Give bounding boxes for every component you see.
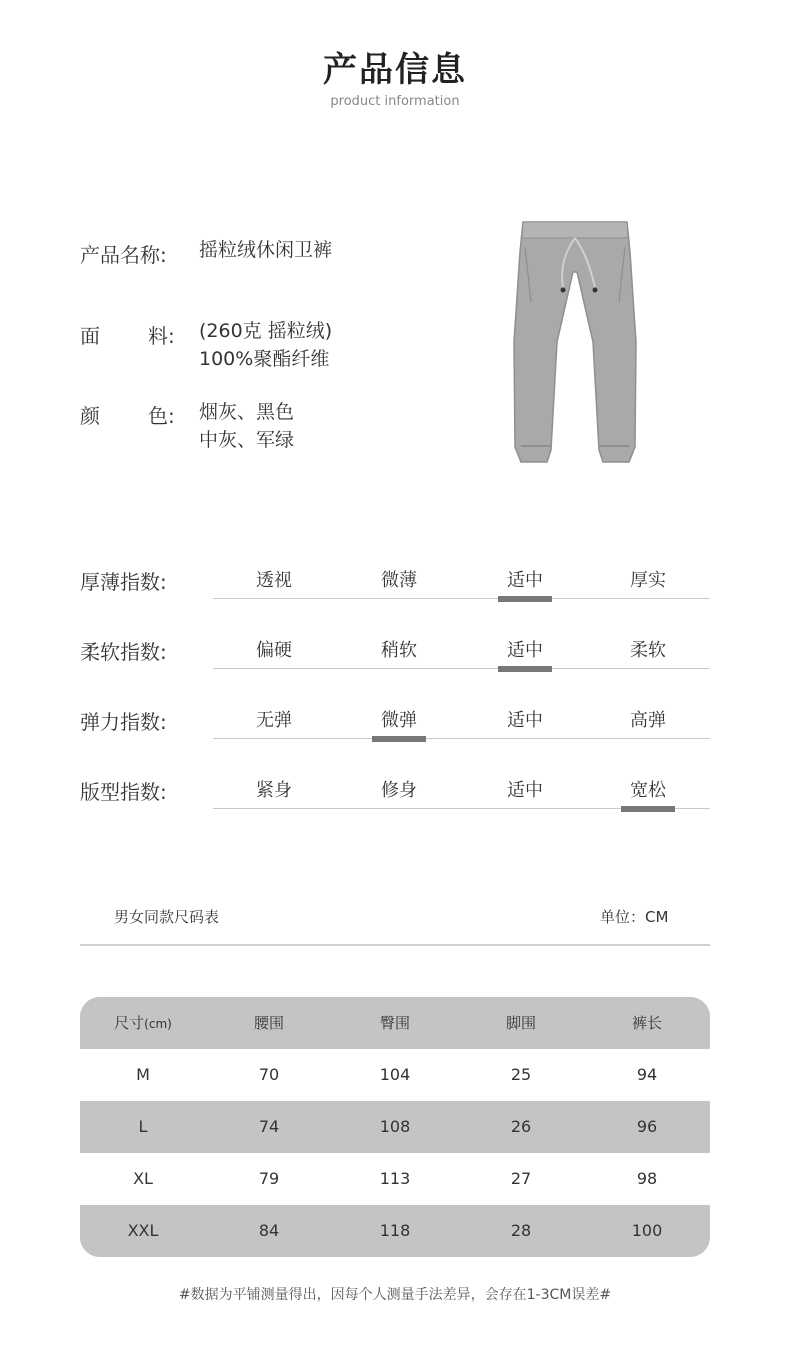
header-length: 裤长 [631,1014,662,1032]
fabric-label-2: 料: [148,324,175,348]
scale-line [213,668,710,669]
fabric-value-1: (260克 摇粒绒) [199,320,333,342]
table-cell: 104 [379,1065,411,1084]
size-table [80,997,710,1257]
color-label-2: 色: [148,404,175,428]
table-cell: 26 [510,1117,532,1136]
table-cell: 70 [258,1065,280,1084]
scale-row [80,776,710,826]
scale-option: 适中 [507,570,543,591]
table-row [80,1049,710,1101]
table-cell: 27 [510,1169,532,1188]
table-cell: 118 [379,1221,411,1240]
fabric-label-1: 面 [80,324,100,348]
scale-option: 厚实 [630,570,666,591]
scale-option: 稍软 [381,640,417,661]
table-cell: 79 [258,1169,280,1188]
table-cell: 84 [258,1221,280,1240]
scale-row [80,636,710,686]
table-row [80,1205,710,1257]
table-cell: M [136,1065,150,1084]
table-cell: 28 [510,1221,532,1240]
header-waist: 腰围 [253,1014,284,1032]
product-name-value: 摇粒绒休闲卫裤 [199,239,333,261]
scale-label: 厚薄指数: [80,570,167,594]
table-row [80,1153,710,1205]
scale-option: 宽松 [630,780,666,801]
table-cell: 94 [636,1065,658,1084]
table-cell: 96 [636,1117,658,1136]
size-chart-title: 男女同款尺码表 [114,908,220,926]
page-title: 产品信息 [323,50,467,90]
size-chart-divider [80,944,710,946]
table-header-row [80,997,710,1049]
scale-option: 透视 [256,570,292,591]
color-label-1: 颜 [80,404,100,428]
color-value-2: 中灰、军绿 [199,429,295,451]
scale-selected-marker [498,666,552,672]
table-cell: XL [133,1169,153,1188]
scale-row [80,706,710,756]
table-cell: 113 [379,1169,411,1188]
table-cell: 98 [636,1169,658,1188]
scale-selected-marker [621,806,675,812]
scale-option: 紧身 [256,780,292,801]
scale-label: 柔软指数: [80,640,167,664]
header-size: 尺寸(cm) [114,1014,172,1032]
header-hip: 臀围 [379,1014,410,1032]
scale-label: 版型指数: [80,780,167,804]
scale-row [80,566,710,616]
table-cell: L [138,1117,148,1136]
table-cell: 100 [631,1221,663,1240]
page-subtitle: product information [330,94,460,109]
color-value-1: 烟灰、黑色 [199,401,295,423]
scale-selected-marker [372,736,426,742]
scale-selected-marker [498,596,552,602]
size-chart-unit: 单位：CM [600,908,669,926]
scale-option: 微弹 [381,710,417,731]
scale-option: 适中 [507,780,543,801]
scale-option: 修身 [381,780,417,801]
scale-option: 偏硬 [256,640,292,661]
scale-option: 微薄 [381,570,417,591]
table-cell: 108 [379,1117,411,1136]
measurement-note: #数据为平铺测量得出，因每个人测量手法差异，会存在1-3CM误差# [178,1287,612,1303]
product-name-label: 产品名称: [80,243,167,267]
scale-option: 高弹 [630,710,666,731]
pants-image [505,212,645,474]
scale-line [213,738,710,739]
scale-option: 柔软 [630,640,666,661]
scale-label: 弹力指数: [80,710,167,734]
scale-option: 无弹 [256,710,292,731]
scale-option: 适中 [507,710,543,731]
table-cell: 25 [510,1065,532,1084]
table-row [80,1101,710,1153]
header-ankle: 脚围 [505,1014,536,1032]
scale-line [213,598,710,599]
table-cell: XXL [127,1221,159,1240]
table-cell: 74 [258,1117,280,1136]
fabric-value-2: 100%聚酯纤维 [199,348,330,370]
scale-option: 适中 [507,640,543,661]
